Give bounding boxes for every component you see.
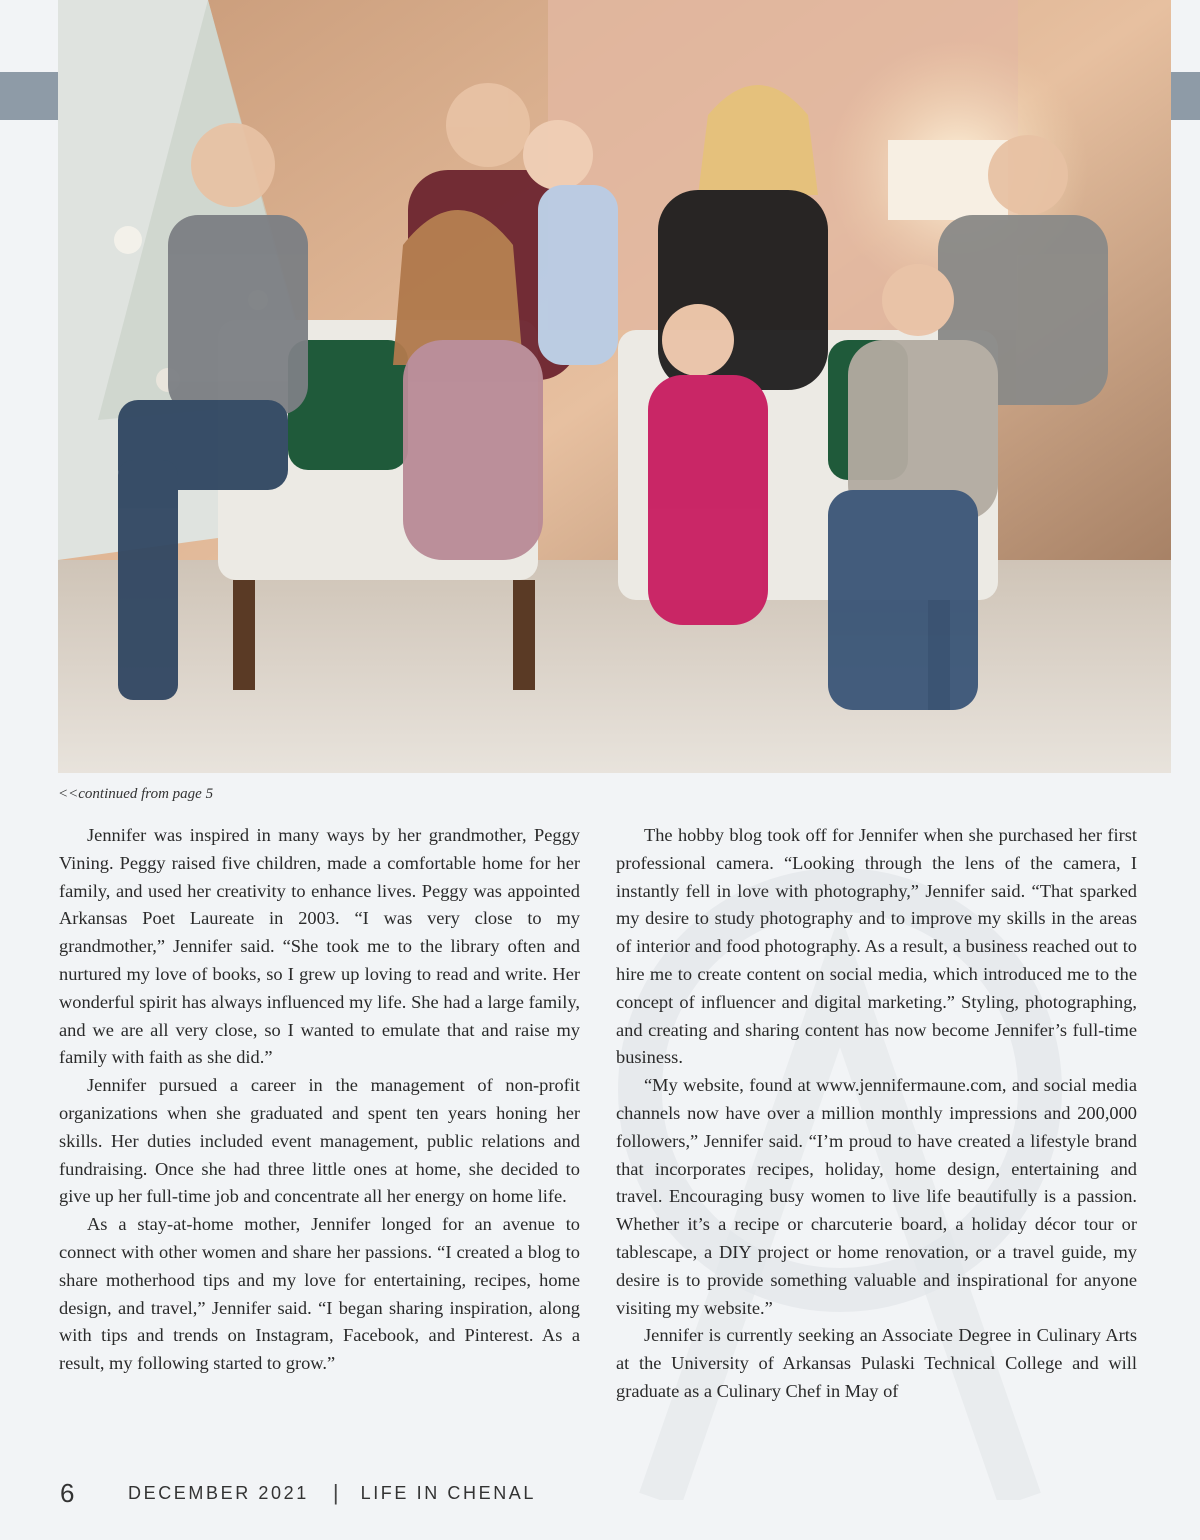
article-paragraph: As a stay-at-home mother, Jennifer longed for an avenue to connect with other women and share her passions. “I created a blog to share motherhood tips and my love for entertaining, recipes, home design, and travel,” Jennifer said. “I began sharing inspiration, along with tips and trends on Instagram, Facebook, and Pinterest. As a result, my following started to grow.” (59, 1214, 580, 1374)
article-paragraph: “My website, found at www.jennifermaune.com, and social media channels now have over a million monthly impressions and 200,000 followers,” Jennifer said. “I’m proud to have created a lifestyle brand that incorporates recipes, holiday, home design, entertaining and travel. Encouraging busy women to live life beautifully is a passion. Whether it’s a recipe or charcuterie board, a holiday décor tour or tablescape, a DIY project or home renovation, or a travel guide, my desire is to provide something valuable and inspirational for anyone visiting my website.” (616, 1075, 1137, 1318)
footer-separator: | (332, 1480, 339, 1505)
article-paragraph: The hobby blog took off for Jennifer when she purchased her first professional camera. “Looking through the lens of the camera, I instantly fell in love with photography,” Jennifer said. “That sparked my desire to study photography and to improve my skills in the areas of interior and food photography. As a result, a business reached out to hire me to create content on social media, which introduced me to the concept of influencer and digital marketing.” Styling, photographing, and creating and sharing content has now become Jennifer’s full-time business. (616, 825, 1137, 1068)
article-paragraph: Jennifer was inspired in many ways by her grandmother, Peggy Vining. Peggy raised five children, made a comfortable home for her family, and used her creativity to enhance lives. Peggy was appointed Arkansas Poet Laureate in 2003. “I was very close to my grandmother,” Jennifer said. “She took me to the library often and nurtured my love of books, so I grew up loving to read and write. Her wonderful spirit has always influenced my life. She had a large family, and we are all very close, so I wanted to emulate that and raise my family with faith as she did.” (59, 825, 580, 1068)
page-footer (60, 1476, 536, 1510)
article-paragraph: Jennifer is currently seeking an Associate Degree in Culinary Arts at the University of Arkansas Pulaski Technical College and will graduate as a Culinary Chef in May of (616, 1325, 1137, 1401)
issue-date: DECEMBER 2021 (128, 1482, 309, 1503)
article-column-right (616, 822, 1137, 1406)
article-paragraph: Jennifer pursued a career in the management of non-profit organizations when she graduated and spent ten years honing her skills. Her duties included event management, public relations and fundraising. Once she had three little ones at home, she decided to give up her full-time job and concentrate all her energy on home life. (59, 1075, 580, 1207)
family-photo-illustration (58, 0, 1171, 773)
page-number: 6 (60, 1477, 75, 1508)
magazine-name: LIFE IN CHENAL (360, 1482, 537, 1503)
accent-band-left (0, 72, 58, 120)
continued-caption: <<continued from page 5 (58, 786, 214, 802)
article-column-left (59, 822, 580, 1378)
family-photo (58, 0, 1171, 773)
